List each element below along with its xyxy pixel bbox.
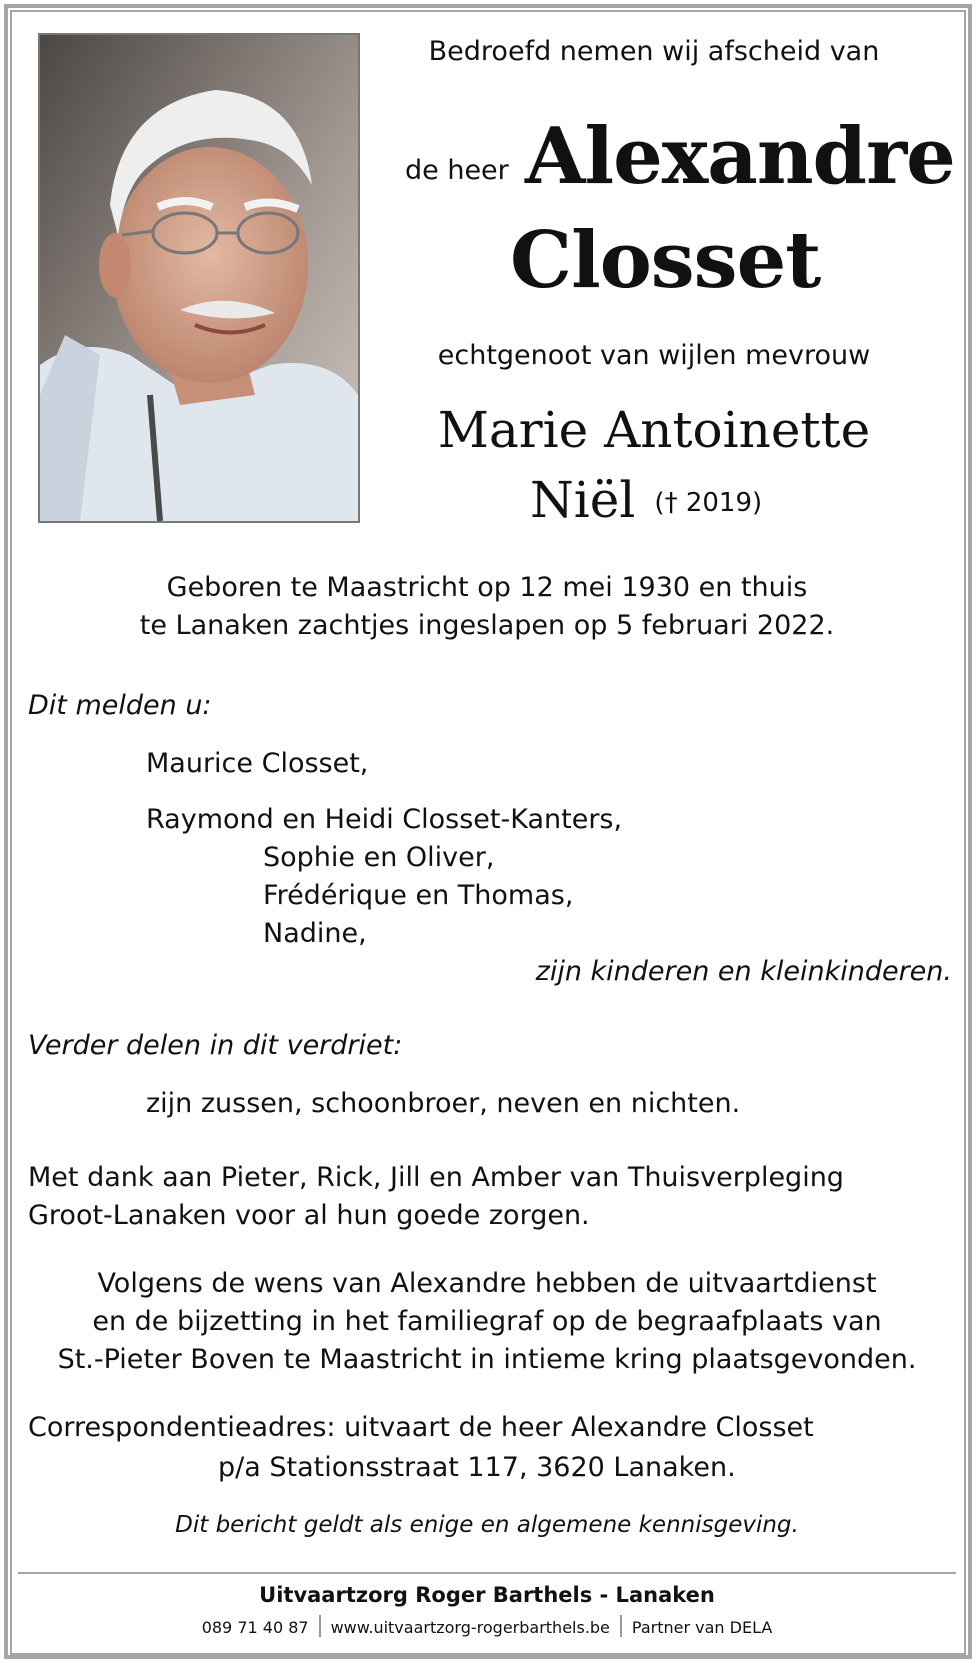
address-line1: Correspondentieadres: uitvaart de heer Alexandre Closset xyxy=(28,1412,814,1443)
wish-line2: en de bijzetting in het familiegraf op de begraafplaats van xyxy=(92,1306,882,1337)
child-2: Raymond en Heidi Closset-Kanters, xyxy=(146,804,623,835)
footer-website-link[interactable]: www.uitvaartzorg-rogerbarthels.be xyxy=(330,1618,610,1637)
portrait-illustration xyxy=(40,35,358,521)
footer-partner: Partner van DELA xyxy=(631,1618,773,1637)
relation-text: zijn kinderen en kleinkinderen. xyxy=(535,956,952,987)
footer-company: Uitvaartzorg Roger Barthels - Lanaken xyxy=(259,1583,715,1607)
deceased-first-name: Alexandre xyxy=(525,111,955,202)
footer-phone: 089 71 40 87 xyxy=(201,1618,309,1637)
others-heading: Verder delen in dit verdriet: xyxy=(28,1030,403,1061)
footer-divider xyxy=(18,1572,956,1574)
intro-text: Bedroefd nemen wij afscheid van xyxy=(428,36,880,67)
deceased-last-name: Closset xyxy=(510,215,821,306)
grandchild-2: Frédérique en Thomas, xyxy=(263,880,574,911)
thanks-line1: Met dank aan Pieter, Rick, Jill en Amber van Thuisverpleging xyxy=(28,1162,844,1193)
announcers-heading: Dit melden u: xyxy=(28,690,212,721)
grandchild-1: Sophie en Oliver, xyxy=(263,842,495,873)
notice-text: Dit bericht geldt als enige en algemene kennisgeving. xyxy=(175,1512,799,1538)
footer-separator xyxy=(620,1615,622,1637)
others-text: zijn zussen, schoonbroer, neven en nichten. xyxy=(146,1088,741,1119)
thanks-line2: Groot-Lanaken voor al hun goede zorgen. xyxy=(28,1200,590,1231)
spouse-name-line2-row xyxy=(530,471,763,529)
spouse-intro: echtgenoot van wijlen mevrouw xyxy=(437,340,871,371)
wish-line3: St.-Pieter Boven te Maastricht in intieme kring plaatsgevonden. xyxy=(57,1344,917,1375)
grandchild-3: Nadine, xyxy=(263,918,367,949)
child-1: Maurice Closset, xyxy=(146,748,369,779)
portrait-photo xyxy=(38,33,360,523)
birth-line1: Geboren te Maastricht op 12 mei 1930 en thuis xyxy=(166,572,808,603)
wish-line1: Volgens de wens van Alexandre hebben de uitvaartdienst xyxy=(97,1268,877,1299)
spouse-death-year: († 2019) xyxy=(654,488,763,518)
footer-separator xyxy=(319,1615,321,1637)
birth-line2: te Lanaken zachtjes ingeslapen op 5 februari 2022. xyxy=(139,610,835,641)
spouse-name-line2: Niël xyxy=(530,471,636,529)
spouse-name-line1: Marie Antoinette xyxy=(437,401,871,459)
address-line2: p/a Stationsstraat 117, 3620 Lanaken. xyxy=(218,1452,736,1483)
title-prefix: de heer xyxy=(405,155,509,186)
footer-contact-row xyxy=(18,1615,956,1637)
